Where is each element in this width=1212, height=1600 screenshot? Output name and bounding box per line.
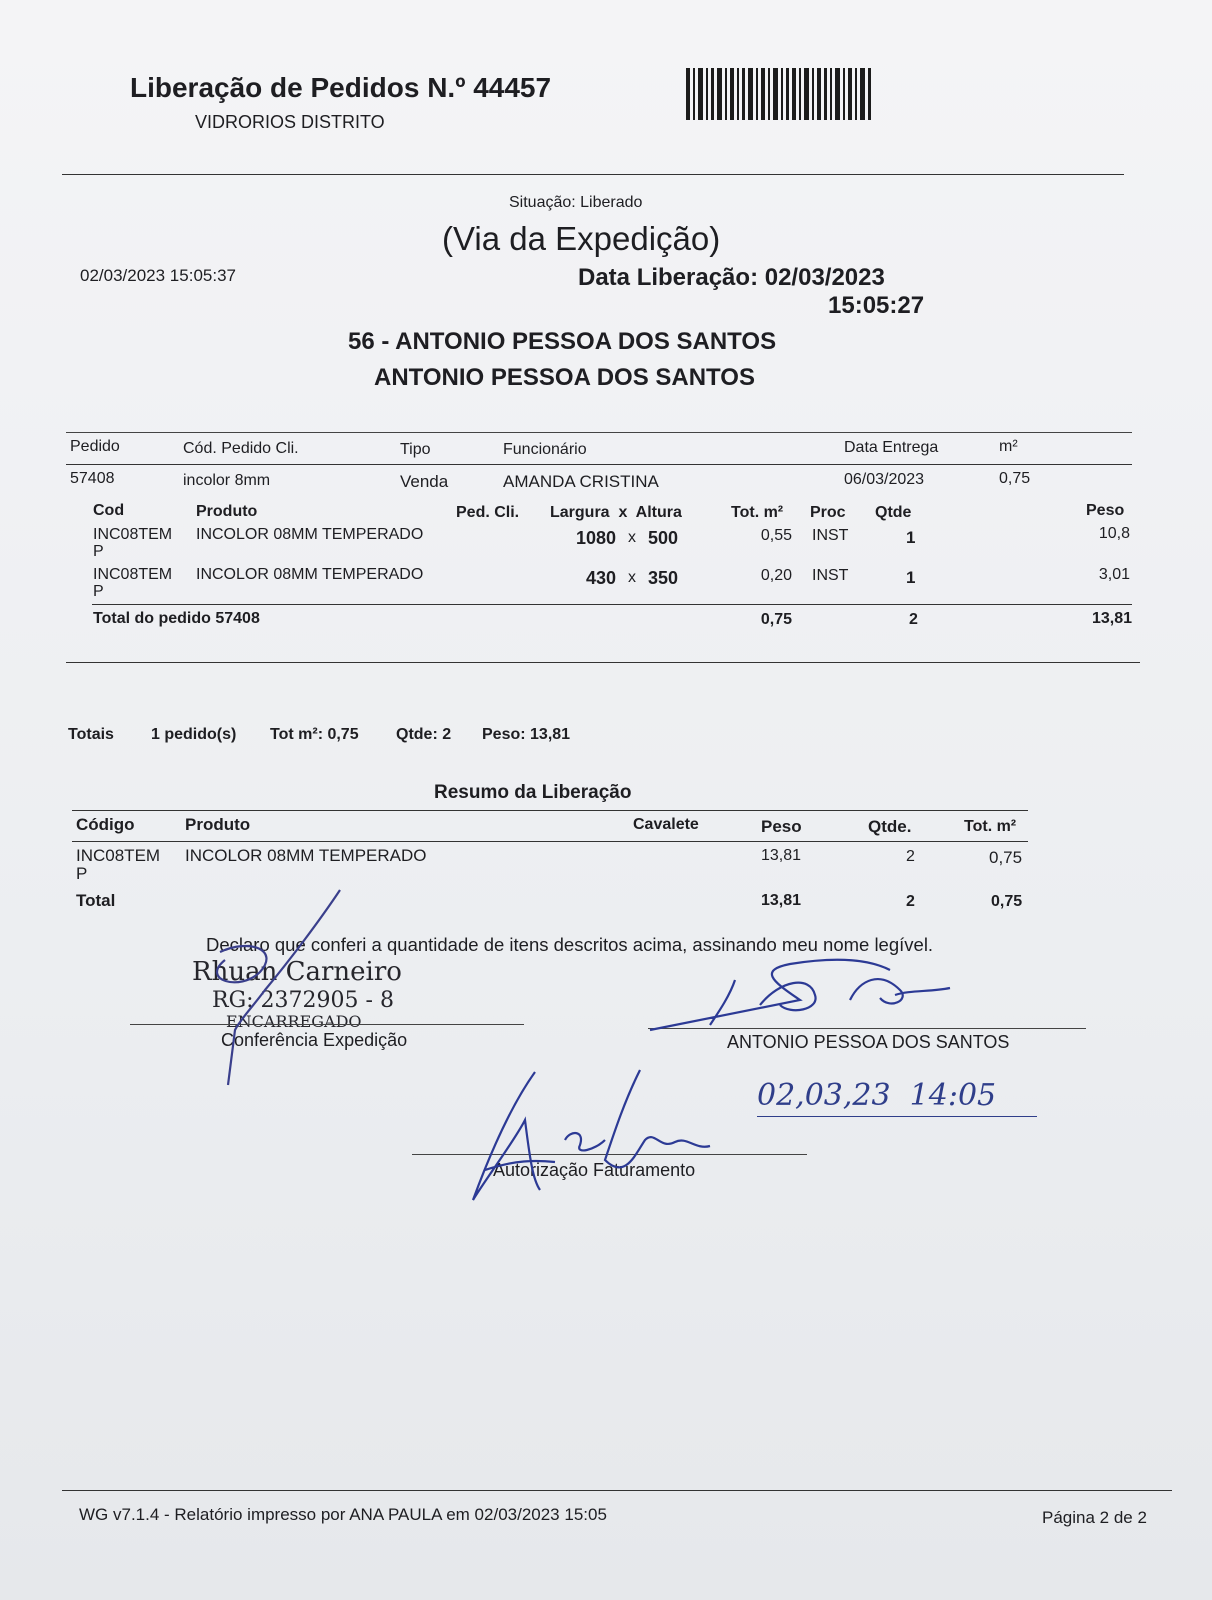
divider — [62, 1490, 1172, 1491]
item-times: x — [628, 529, 636, 546]
footer-page-number: Página 2 de 2 — [1042, 1508, 1147, 1527]
item-col-cod: Cod — [93, 502, 125, 519]
summary-tot-m2: 0,75 — [989, 848, 1023, 867]
printed-timestamp: 02/03/2023 15:05:37 — [80, 266, 236, 285]
col-data-entrega: Data Entrega — [844, 439, 939, 456]
order-m2: 0,75 — [999, 470, 1031, 487]
summary-col-codigo: Código — [76, 815, 135, 834]
item-peso: 3,01 — [1098, 566, 1130, 583]
summary-total-label: Total — [76, 891, 116, 910]
item-largura: 430 — [585, 568, 616, 588]
order-client-code: incolor 8mm — [183, 472, 271, 489]
divider — [66, 464, 1132, 465]
divider — [66, 432, 1132, 433]
col-pedido: Pedido — [70, 438, 120, 455]
item-col-ped-cli: Ped. Cli. — [456, 504, 520, 521]
col-tipo: Tipo — [400, 441, 431, 458]
company-name: VIDRORIOS DISTRITO — [195, 112, 385, 132]
item-tot-m2: 0,20 — [760, 567, 792, 584]
item-col-qtde: Qtde — [875, 504, 912, 521]
summary-code: INC08TEM — [76, 846, 161, 865]
handwritten-date: 02,03,23 14:05 — [757, 1078, 997, 1113]
totals-orders: 1 pedido(s) — [151, 726, 237, 743]
divider — [92, 604, 1132, 605]
item-code: INC08TEM — [93, 566, 173, 583]
summary-col-tot-m2: Tot. m² — [964, 818, 1017, 835]
signature-client — [640, 950, 980, 1040]
item-code: INC08TEM — [93, 526, 173, 543]
item-code-cont: P — [93, 583, 104, 600]
item-altura: 500 — [648, 528, 679, 548]
summary-title: Resumo da Liberação — [434, 782, 632, 803]
stamp-role: ENCARREGADO — [226, 1012, 362, 1031]
summary-product: INCOLOR 08MM TEMPERADO — [185, 846, 427, 865]
summary-col-produto: Produto — [185, 815, 251, 834]
item-col-peso: Peso — [1086, 502, 1125, 519]
order-total-peso: 13,81 — [1091, 610, 1132, 627]
document-title: Liberação de Pedidos N.º 44457 — [130, 72, 552, 103]
item-col-dimensions: Largura x Altura — [550, 504, 682, 521]
footer-printed-by: WG v7.1.4 - Relatório impresso por ANA PAULA em 02/03/2023 15:05 — [79, 1505, 607, 1524]
stamp-name: Rhuan Carneiro — [192, 957, 402, 987]
order-number: 57408 — [70, 470, 115, 487]
summary-total-m2: 0,75 — [991, 893, 1023, 910]
item-altura: 350 — [648, 568, 679, 588]
stamp-rg: RG: 2372905 - 8 — [212, 988, 394, 1013]
totals-label: Totais — [68, 726, 114, 743]
item-peso: 10,8 — [1098, 525, 1130, 542]
order-total-qtde: 2 — [909, 611, 918, 628]
client-name: ANTONIO PESSOA DOS SANTOS — [374, 364, 755, 391]
summary-peso: 13,81 — [761, 847, 802, 864]
conferencia-label: Conferência Expedição — [221, 1030, 408, 1050]
client-signature-label: ANTONIO PESSOA DOS SANTOS — [727, 1032, 1010, 1052]
col-cod-pedido-cli: Cód. Pedido Cli. — [183, 440, 299, 457]
item-qtde: 1 — [906, 568, 916, 587]
date-underline — [757, 1116, 1037, 1117]
col-funcionario: Funcionário — [503, 441, 587, 458]
item-col-proc: Proc — [810, 504, 846, 521]
col-m2: m² — [999, 438, 1018, 455]
order-type: Venda — [400, 472, 449, 491]
item-qtde: 1 — [906, 528, 916, 547]
item-col-tot-m2: Tot. m² — [731, 504, 784, 521]
item-code-cont: P — [93, 543, 104, 560]
divider — [66, 662, 1140, 663]
divider — [72, 810, 1028, 811]
totals-peso: Peso: 13,81 — [482, 726, 571, 743]
totals-m2: Tot m²: 0,75 — [270, 726, 359, 743]
item-largura: 1080 — [575, 528, 616, 548]
summary-total-peso: 13,81 — [761, 892, 802, 909]
release-date: Data Liberação: 02/03/2023 — [578, 264, 885, 291]
item-product: INCOLOR 08MM TEMPERADO — [196, 566, 424, 583]
order-total-m2: 0,75 — [760, 611, 792, 628]
order-total-label: Total do pedido 57408 — [93, 610, 260, 627]
summary-qtde: 2 — [906, 848, 915, 865]
barcode — [686, 68, 874, 122]
signature-conferencia — [180, 880, 380, 1090]
summary-col-peso: Peso — [761, 817, 802, 836]
summary-col-cavalete: Cavalete — [633, 816, 699, 833]
item-col-produto: Produto — [196, 503, 258, 520]
release-time: 15:05:27 — [828, 292, 925, 319]
situation-label: Situação: Liberado — [509, 194, 643, 211]
item-product: INCOLOR 08MM TEMPERADO — [196, 526, 424, 543]
summary-code-cont: P — [76, 864, 88, 883]
order-employee: AMANDA CRISTINA — [503, 472, 659, 491]
totals-qtde: Qtde: 2 — [396, 726, 452, 743]
summary-total-qtde: 2 — [906, 893, 915, 910]
summary-col-qtde: Qtde. — [868, 817, 912, 836]
autorizacao-label: Autorização Faturamento — [493, 1160, 696, 1180]
item-tot-m2: 0,55 — [760, 527, 792, 544]
order-delivery-date: 06/03/2023 — [844, 471, 925, 488]
signature-ana-paula — [455, 1060, 725, 1210]
item-times: x — [628, 569, 636, 586]
divider — [62, 174, 1124, 175]
via-label: (Via da Expedição) — [442, 220, 721, 257]
declaration-text: Declaro que conferi a quantidade de itens descritos acima, assinando meu nome legível. — [206, 934, 934, 955]
divider — [72, 841, 1028, 842]
client-name-code: 56 - ANTONIO PESSOA DOS SANTOS — [348, 328, 777, 355]
item-proc: INST — [812, 567, 849, 584]
item-proc: INST — [812, 527, 849, 544]
